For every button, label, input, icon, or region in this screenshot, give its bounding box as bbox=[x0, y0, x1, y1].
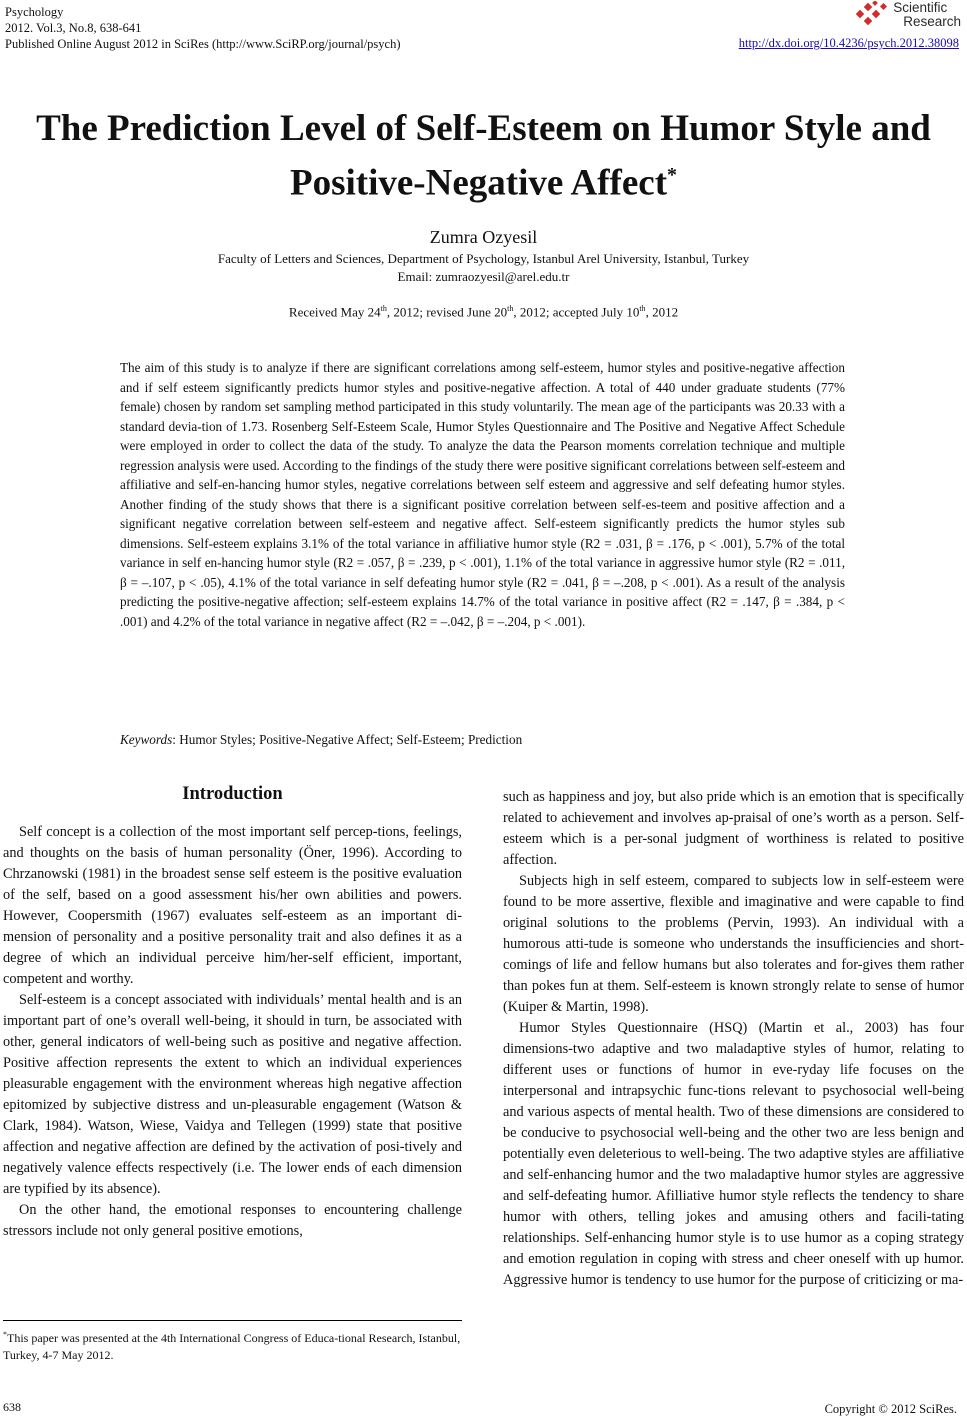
paragraph: Self concept is a collection of the most important self percep-tions, feelings, and thoughts on the basis of human personality (Öner, 1996). According to Chrzanowski (1981) in the broadest sense self esteem is the positive evaluation of the self, based on a good assessment his/her own abilities and powers. However, Coopersmith (1967) evaluates self-esteem as an important di-mension of personality and a positive personality trait and also defines it as a degree of which an individual perceive him/her-self efficient, important, competent and worthy. bbox=[3, 824, 462, 987]
author-email: Email: zumraozyesil@arel.edu.tr bbox=[397, 269, 570, 284]
scientific-research-logo-icon bbox=[855, 1, 889, 29]
logo-wordmark: Scientific Research bbox=[893, 0, 961, 29]
publisher-logo bbox=[855, 1, 961, 29]
author-affiliation bbox=[0, 250, 967, 286]
author-name: Zumra Ozyesil bbox=[429, 227, 538, 247]
right-column bbox=[503, 787, 964, 1291]
keywords-label: Keywords bbox=[120, 732, 173, 747]
affiliation-text: Faculty of Letters and Sciences, Department of Psychology, Istanbul Arel University, Istanbul, Turkey bbox=[217, 251, 750, 266]
keywords bbox=[120, 732, 522, 748]
journal-volume: 2012. Vol.3, No.8, 638-641 bbox=[5, 21, 142, 35]
paragraph: On the other hand, the emotional responses to encountering challenge stressors include not only general positive emotions, bbox=[3, 1202, 462, 1239]
copyright-notice: Copyright © 2012 SciRes. bbox=[824, 1402, 957, 1416]
page-number: 638 bbox=[3, 1400, 21, 1414]
footnote-mark: * bbox=[3, 1330, 7, 1339]
abstract: The aim of this study is to analyze if there are significant correlations among self-esteem, humor styles and positive-negative affection and if self esteem significantly predicts humor styles and positive-negative affection. A total of 440 under graduate students (77% female) chosen by random set sampling method participated in this study voluntarily. The mean age of the participants was 20.33 with a standard devia-tion of 1.73. Rosenberg Self-Esteem Scale, Humor Styles Questionnaire and The Positive and Negative Affect Schedule were employed in order to collect the data of the study. To analyze the data the Pearson moments correlation technique and multiple regression analysis were used. According to the findings of the study there were positive significant correlations between self-esteem and affiliative and self-en-hancing humor styles, negative correlations between self esteem and aggressive and self defeating humor styles. Another finding of the study shows that there is a significant positive correlation between self-es-teem and positive affection and a significant negative correlation between self-esteem and negative affect. Self-esteem significantly predicts the humor styles sub dimensions. Self-esteem explains 3.1% of the total variance in affiliative humor style (R2 = .031, β = .176, p < .001), 5.7% of the total variance in self en-hancing humor style (R2 = .057, β = .239, p < .001), 1.1% of the total variance in aggressive humor style (R2 = .011, β = –.107, p < .05), 4.1% of the total variance in self defeating humor style (R2 = .041, β = –.208, p < .001). As a result of the analysis predicting the positive-negative affection; self-esteem explains 14.7% of the total variance in positive affect (R2 = .147, β = .384, p < .001) and 4.2% of the total variance in negative affect (R2 = –.042, β = –.204, p < .001). bbox=[120, 360, 845, 629]
title-line-2: Positive-Negative Affect* bbox=[289, 162, 678, 204]
footnote-text: This paper was presented at the 4th International Congress of Educa-tional Research, Istanbul, Turkey, 4-7 May 2012. bbox=[3, 1331, 461, 1362]
left-column bbox=[3, 822, 462, 1242]
paper-title bbox=[0, 106, 967, 206]
footnote-rule bbox=[3, 1320, 462, 1321]
title-line-1: The Prediction Level of Self-Esteem on Humor Style and bbox=[36, 108, 931, 149]
received-dates: Received May 24th, 2012; revised June 20th, 2012; accepted July 10th, 2012 bbox=[288, 304, 679, 320]
keywords-list: : Humor Styles; Positive-Negative Affect; Self-Esteem; Prediction bbox=[172, 732, 523, 747]
journal-header bbox=[5, 4, 401, 52]
published-online: Published Online August 2012 in SciRes (http://www.SciRP.org/journal/psych) bbox=[5, 37, 401, 51]
title-footnote-mark: * bbox=[667, 164, 678, 186]
section-heading-introduction: Introduction bbox=[182, 784, 283, 804]
journal-name: Psychology bbox=[5, 5, 64, 19]
doi-link[interactable]: http://dx.doi.org/10.4236/psych.2012.38098 bbox=[738, 36, 959, 50]
paragraph: such as happiness and joy, but also pride which is an emotion that is specifically related to achievement and involves ap-praisal of one’s worth as a person. Self-esteem which is a per-sonal judgment of worthiness is related to positive affection. bbox=[503, 789, 964, 868]
paragraph: Subjects high in self esteem, compared to subjects low in self-esteem were found to be more assertive, flexible and imaginative and were capable to find original solutions to the problems (Pervin, 1993). An individual with a humorous atti-tude is someone who understands the insufficiencies and short-comings of life and fellow humans but also tolerates and for-gives them rather than pokes fun at them. Self-esteem is known strongly relate to sense of humor (Kuiper & Martin, 1998). bbox=[503, 873, 964, 1015]
paragraph: Self-esteem is a concept associated with individuals’ mental health and is an important part of one’s overall well-being, it should in turn, be associated with other, general indicators of well-being such as positive and negative affection. Positive affection represents the extent to which an individual experiences pleasurable engagement with the environment whereas high negative affection epitomized by subjective distress and un-pleasurable engagement (Watson & Clark, 1984). Watson, Wiese, Vaidya and Tellegen (1999) state that positive affection and negative affection are defined by the activation of posi-tively and negatively valence effects respectively (i.e. The lower ends of each dimension are typified by its absence). bbox=[3, 992, 462, 1197]
paragraph: Humor Styles Questionnaire (HSQ) (Martin et al., 2003) has four dimensions-two adaptive and two maladaptive styles of humor, relating to different uses or functions of humor in eve-ryday life focuses on the interpersonal and intrapsychic func-tions relevant to psychosocial well-being and various aspects of mental health. Two of these dimensions are considered to be conducive to psychosocial well-being and the other two are less benign and potentially even deleterious to well-being. The two adaptive styles are affiliative and self-enhancing humor and the two maladaptive humor styles are aggressive and self-defeating humor. Afilliative humor style reflects the tendency to share humor with others, telling jokes and amusing others and facili-tating relationships. Self-enhancing humor style is to use humor as a coping strategy and emotion regulation in coping with stress and cheer oneself with up humor. Aggressive humor is tendency to use humor for the purpose of criticizing or ma- bbox=[503, 1020, 964, 1288]
footnote bbox=[3, 1326, 462, 1364]
